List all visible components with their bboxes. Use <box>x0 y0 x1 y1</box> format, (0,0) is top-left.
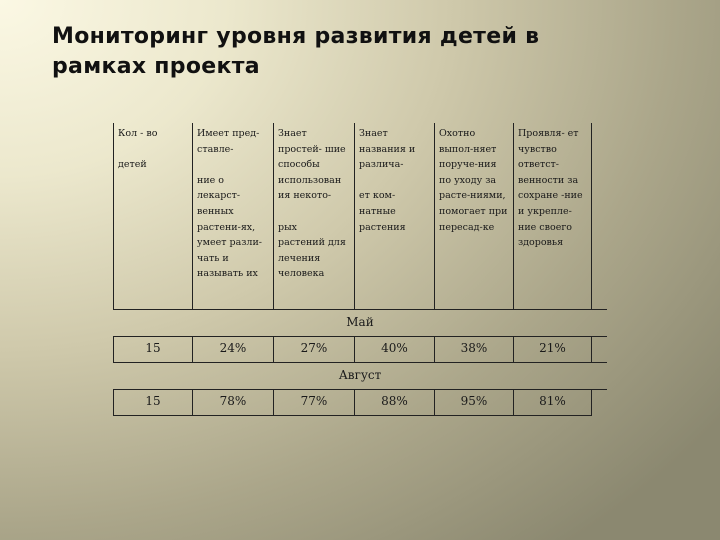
count-cell: 15 <box>113 337 192 363</box>
value-cell: 88% <box>354 390 434 416</box>
month-row-may: Май <box>346 315 374 329</box>
table-header-row <box>113 123 592 309</box>
value-cell: 40% <box>354 337 434 363</box>
header-cell: Знает простей- шие способы использован ия некото- рых растений для лечения человека <box>273 123 354 309</box>
header-cell: Знает названия и различа- ет ком- натные растения <box>354 123 434 309</box>
header-cell: Проявля- ет чувство ответст- венности за сохране -ние и укрепле- ние своего здоровья <box>513 123 592 309</box>
value-cell: 21% <box>513 337 592 363</box>
value-cell: 38% <box>434 337 513 363</box>
count-cell: 15 <box>113 390 192 416</box>
month-row-august: Август <box>338 368 382 382</box>
value-cell: 27% <box>273 337 354 363</box>
table-row <box>113 390 607 416</box>
value-cell: 77% <box>273 390 354 416</box>
value-cell: 95% <box>434 390 513 416</box>
header-cell: Имеет пред- ставле- ние о лекарст- венных растени-ях, умеет разли- чать и называть их <box>192 123 273 309</box>
table-row <box>113 337 607 363</box>
header-cell: Охотно выпол-няет поруче-ния по уходу за расте-ниями, помогает при пересад-ке <box>434 123 513 309</box>
value-cell: 81% <box>513 390 592 416</box>
monitoring-table <box>113 123 607 416</box>
value-cell: 24% <box>192 337 273 363</box>
slide-title: Мониторинг уровня развития детей в рамках проекта <box>52 24 540 79</box>
header-cell: Кол - во детей <box>113 123 192 309</box>
value-cell: 78% <box>192 390 273 416</box>
